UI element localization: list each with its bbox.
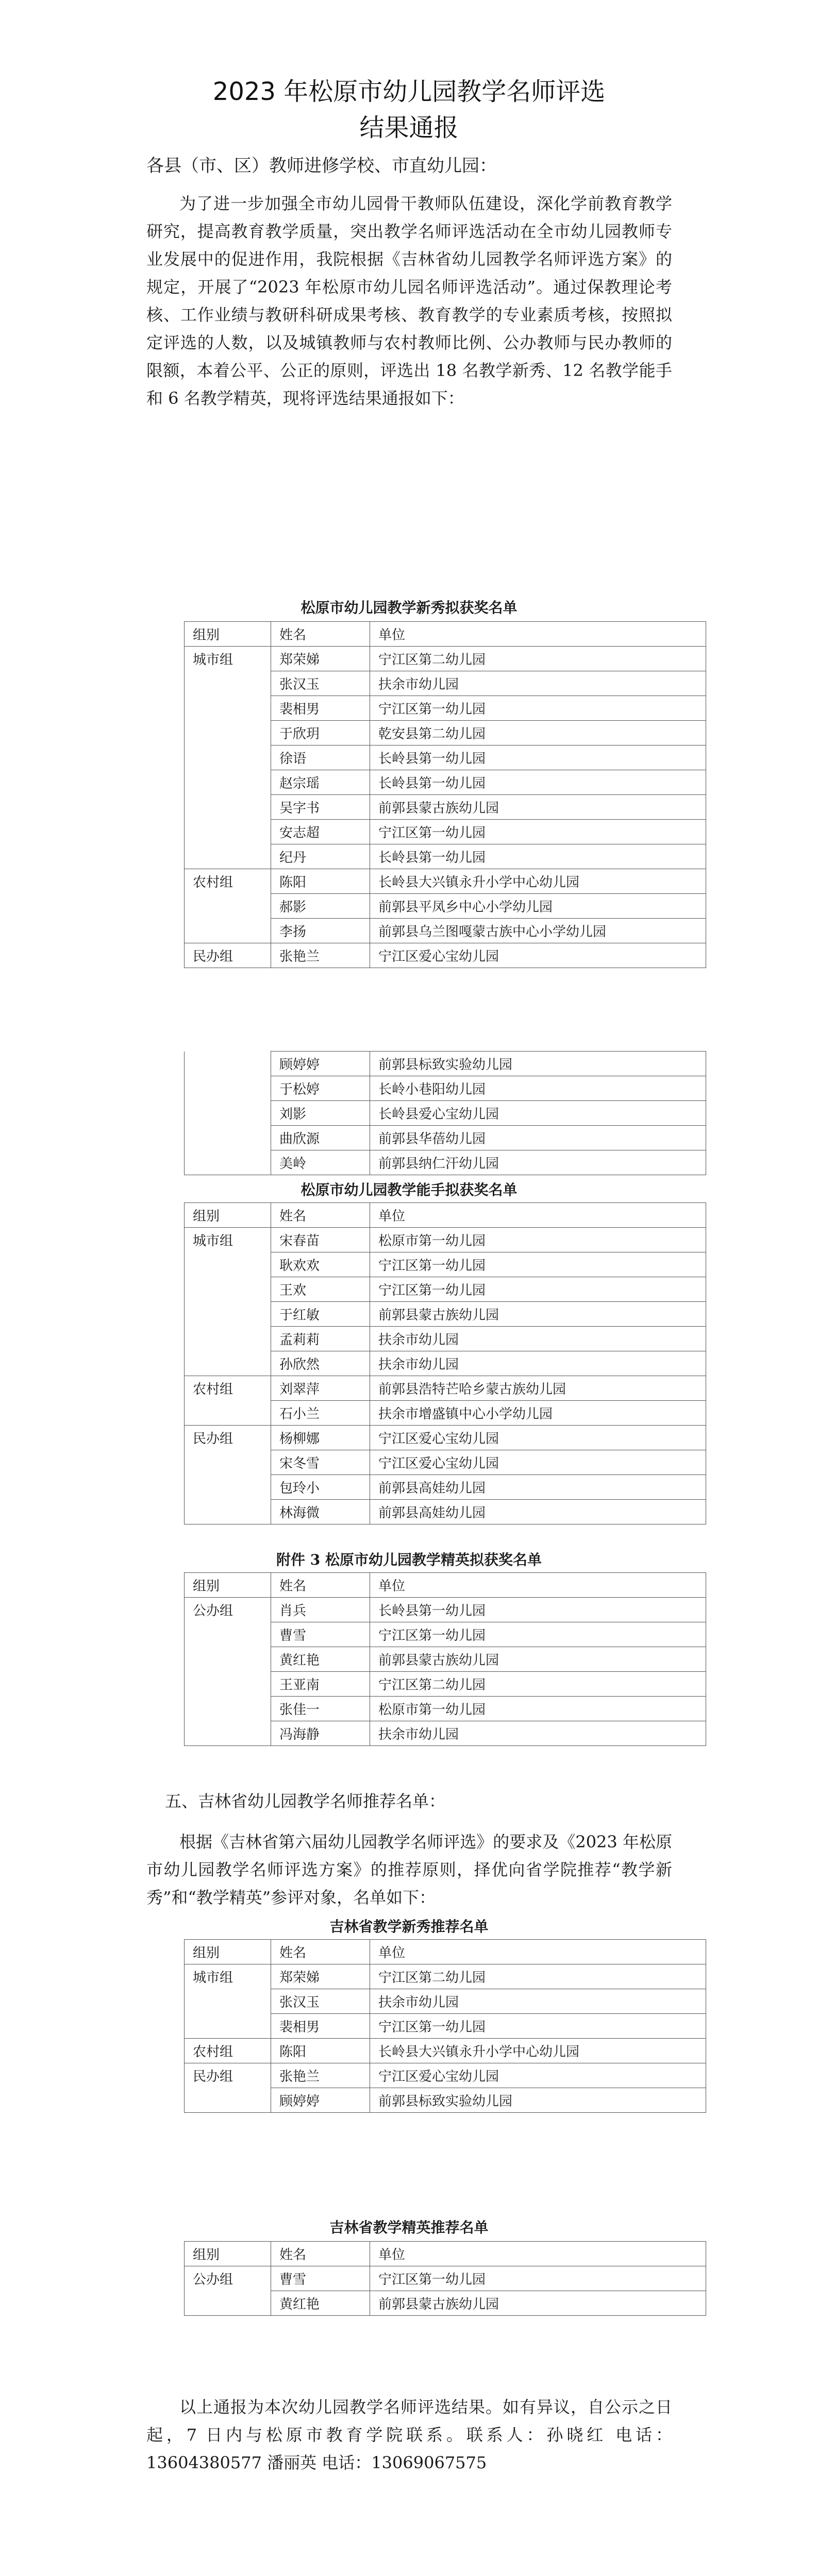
cell-name: 杨柳娜 — [271, 1426, 370, 1450]
table-row — [185, 1052, 706, 1076]
cell-group — [185, 820, 271, 844]
table-row — [185, 1721, 706, 1746]
table-row — [185, 1252, 706, 1277]
cell-group: 公办组 — [185, 2266, 271, 2291]
cell-unit: 前郭县高娃幼儿园 — [370, 1475, 706, 1500]
cell-name: 张艳兰 — [271, 2063, 370, 2088]
cell-name: 于红敏 — [271, 1302, 370, 1327]
cell-group — [185, 2014, 271, 2039]
header-name: 姓名 — [271, 1940, 370, 1964]
header-group: 组别 — [185, 1940, 271, 1964]
cell-unit: 长岭小巷阳幼儿园 — [370, 1076, 706, 1101]
table-row — [185, 647, 706, 671]
table-row — [185, 1228, 706, 1252]
cell-group — [185, 721, 271, 745]
header-group: 组别 — [185, 2242, 271, 2266]
cell-group: 民办组 — [185, 943, 271, 968]
table-row — [185, 844, 706, 869]
table-row — [185, 820, 706, 844]
table-row — [185, 1076, 706, 1101]
cell-name: 裴相男 — [271, 2014, 370, 2039]
cell-unit: 前郭县蒙古族幼儿园 — [370, 1302, 706, 1327]
cell-group: 城市组 — [185, 647, 271, 671]
cell-name: 王亚南 — [271, 1672, 370, 1697]
cell-name: 刘影 — [271, 1101, 370, 1126]
table-header-row — [185, 2242, 706, 2266]
cell-unit: 扶余市幼儿园 — [370, 1989, 706, 2014]
cell-unit: 宁江区第二幼儿园 — [370, 647, 706, 671]
header-unit: 单位 — [370, 622, 706, 647]
table-row — [185, 1302, 706, 1327]
table-row — [185, 795, 706, 820]
header-group: 组别 — [185, 622, 271, 647]
cell-name: 安志超 — [271, 820, 370, 844]
table-row — [185, 1101, 706, 1126]
cell-unit: 前郭县乌兰图嘎蒙古族中心小学幼儿园 — [370, 919, 706, 943]
table-row — [185, 1450, 706, 1475]
cell-group: 农村组 — [185, 869, 271, 894]
table-row — [185, 1964, 706, 1989]
cell-name: 包玲小 — [271, 1475, 370, 1500]
cell-name: 曹雪 — [271, 1622, 370, 1647]
cell-name: 美岭 — [271, 1150, 370, 1175]
cell-group: 民办组 — [185, 1426, 271, 1450]
cell-group — [185, 795, 271, 820]
section-5-heading: 五、吉林省幼儿园教学名师推荐名单： — [165, 1791, 446, 1811]
header-name: 姓名 — [271, 1203, 370, 1228]
rookie-award-table — [184, 621, 706, 968]
cell-unit: 宁江区第一幼儿园 — [370, 1622, 706, 1647]
table-row — [185, 1598, 706, 1622]
cell-unit: 扶余市幼儿园 — [370, 1351, 706, 1376]
header-unit: 单位 — [370, 1573, 706, 1598]
document-title: 2023 年松原市幼儿园教学名师评选 — [212, 77, 606, 106]
cell-name: 李扬 — [271, 919, 370, 943]
table-caption-province-rookie: 吉林省教学新秀推荐名单 — [329, 1918, 489, 1935]
table-row — [185, 1376, 706, 1401]
cell-group — [185, 671, 271, 696]
cell-group — [185, 2088, 271, 2113]
cell-unit: 宁江区第二幼儿园 — [370, 1964, 706, 1989]
cell-name: 顾婷婷 — [271, 1052, 370, 1076]
cell-name: 石小兰 — [271, 1401, 370, 1426]
cell-unit: 松原市第一幼儿园 — [370, 1228, 706, 1252]
cell-group: 民办组 — [185, 2063, 271, 2088]
header-unit: 单位 — [370, 1940, 706, 1964]
table-row — [185, 1150, 706, 1175]
table-row — [185, 1989, 706, 2014]
header-unit: 单位 — [370, 1203, 706, 1228]
cell-name: 顾婷婷 — [271, 2088, 370, 2113]
cell-name: 张汉玉 — [271, 671, 370, 696]
cell-name: 孟莉莉 — [271, 1327, 370, 1351]
table-row — [185, 671, 706, 696]
cell-unit: 宁江区爱心宝幼儿园 — [370, 1450, 706, 1475]
intro-paragraph: 为了进一步加强全市幼儿园骨干教师队伍建设，深化学前教育教学研究，提高教育教学质量，突出教学名师评选活动在全市幼儿园教师专业发展中的促进作用，我院根据《吉林省幼儿园教学名师评选方案》的规定，开展了“2023 年松原市幼儿园名师评选活动”。通过保教理论考核、工作业绩与教研科研成果考核、教育教学的专业素质考核，按照拟定评选的人数，以及城镇教师与农村教师比例、公办教师与民办教师的限额，本着公平、公正的原则，评选出 18 名教学新秀、12 名教学能手和 6 名教学精英，现将评选结果通报如下： — [146, 194, 672, 408]
cell-group — [185, 1076, 271, 1101]
cell-group — [185, 1697, 271, 1721]
cell-unit: 宁江区爱心宝幼儿园 — [370, 1426, 706, 1450]
table-caption-rookie: 松原市幼儿园教学新秀拟获奖名单 — [301, 599, 517, 616]
cell-group: 城市组 — [185, 1964, 271, 1989]
table-caption-expert: 松原市幼儿园教学能手拟获奖名单 — [301, 1181, 517, 1198]
header-name: 姓名 — [271, 1573, 370, 1598]
cell-group — [185, 1721, 271, 1746]
cell-unit: 长岭县第一幼儿园 — [370, 844, 706, 869]
cell-name: 王欢 — [271, 1277, 370, 1302]
table-row — [185, 2266, 706, 2291]
cell-name: 张艳兰 — [271, 943, 370, 968]
table-row — [185, 919, 706, 943]
cell-group — [185, 894, 271, 919]
cell-group — [185, 1252, 271, 1277]
cell-name: 刘翠萍 — [271, 1376, 370, 1401]
cell-name: 徐语 — [271, 745, 370, 770]
cell-name: 于松婷 — [271, 1076, 370, 1101]
table-row — [185, 696, 706, 721]
cell-unit: 前郭县蒙古族幼儿园 — [370, 1647, 706, 1672]
cell-group — [185, 1277, 271, 1302]
cell-name: 裴相男 — [271, 696, 370, 721]
cell-group — [185, 844, 271, 869]
cell-unit: 宁江区第一幼儿园 — [370, 2266, 706, 2291]
cell-unit: 松原市第一幼儿园 — [370, 1697, 706, 1721]
cell-name: 肖兵 — [271, 1598, 370, 1622]
cell-group — [185, 1351, 271, 1376]
cell-unit: 宁江区第一幼儿园 — [370, 1252, 706, 1277]
header-name: 姓名 — [271, 622, 370, 647]
cell-name: 郑荣娣 — [271, 1964, 370, 1989]
cell-group — [185, 745, 271, 770]
cell-unit: 前郭县蒙古族幼儿园 — [370, 2291, 706, 2316]
province-elite-table — [184, 2241, 706, 2316]
table-caption-elite: 附件 3 松原市幼儿园教学精英拟获奖名单 — [276, 1551, 542, 1568]
document-subtitle: 结果通报 — [359, 113, 459, 142]
table-row — [185, 2291, 706, 2316]
cell-unit: 扶余市幼儿园 — [370, 1327, 706, 1351]
cell-unit: 宁江区第一幼儿园 — [370, 2014, 706, 2039]
cell-unit: 前郭县蒙古族幼儿园 — [370, 795, 706, 820]
cell-name: 冯海静 — [271, 1721, 370, 1746]
cell-group: 农村组 — [185, 2039, 271, 2063]
cell-unit: 长岭县第一幼儿园 — [370, 770, 706, 795]
cell-unit: 前郭县标致实验幼儿园 — [370, 1052, 706, 1076]
cell-group — [185, 1622, 271, 1647]
table-header-row — [185, 622, 706, 647]
cell-group — [185, 1672, 271, 1697]
cell-group — [185, 1327, 271, 1351]
table-row — [185, 2088, 706, 2113]
table-row — [185, 943, 706, 968]
expert-award-table — [184, 1202, 706, 1524]
cell-name: 郑荣娣 — [271, 647, 370, 671]
cell-unit: 前郭县平凤乡中心小学幼儿园 — [370, 894, 706, 919]
cell-group — [185, 919, 271, 943]
cell-name: 宋冬雪 — [271, 1450, 370, 1475]
cell-group: 农村组 — [185, 1376, 271, 1401]
elite-award-table — [184, 1572, 706, 1746]
cell-group — [185, 1101, 271, 1126]
table-row — [185, 1647, 706, 1672]
cell-unit: 前郭县高娃幼儿园 — [370, 1500, 706, 1524]
cell-name: 曹雪 — [271, 2266, 370, 2291]
cell-group — [185, 1647, 271, 1672]
cell-unit: 宁江区第一幼儿园 — [370, 1277, 706, 1302]
table-row — [185, 1351, 706, 1376]
cell-group — [185, 696, 271, 721]
cell-name: 黄红艳 — [271, 2291, 370, 2316]
cell-name: 陈阳 — [271, 869, 370, 894]
table-row — [185, 1475, 706, 1500]
cell-unit: 前郭县华蓓幼儿园 — [370, 1126, 706, 1150]
header-group: 组别 — [185, 1573, 271, 1598]
cell-group — [185, 2291, 271, 2316]
cell-name: 张汉玉 — [271, 1989, 370, 2014]
table-row — [185, 894, 706, 919]
cell-name: 吴字书 — [271, 795, 370, 820]
cell-group — [185, 770, 271, 795]
cell-unit: 长岭县第一幼儿园 — [370, 1598, 706, 1622]
table-row — [185, 770, 706, 795]
cell-unit: 宁江区第一幼儿园 — [370, 696, 706, 721]
rookie-award-table-continued — [184, 1051, 706, 1175]
cell-group — [185, 1401, 271, 1426]
cell-unit: 扶余市幼儿园 — [370, 671, 706, 696]
table-row — [185, 1126, 706, 1150]
table-row — [185, 2063, 706, 2088]
table-header-row — [185, 1573, 706, 1598]
table-row — [185, 869, 706, 894]
cell-name: 孙欣然 — [271, 1351, 370, 1376]
cell-group: 公办组 — [185, 1598, 271, 1622]
cell-name: 宋春苗 — [271, 1228, 370, 1252]
closing-paragraph: 以上通报为本次幼儿园教学名师评选结果。如有异议，自公示之日起，7 日内与松原市教育学院联系。联系人：孙晓红 电话：13604380577 潘丽英 电话：13069067575 — [146, 2397, 672, 2472]
header-name: 姓名 — [271, 2242, 370, 2266]
section-5-paragraph: 根据《吉林省第六届幼儿园教学名师评选》的要求及《2023 年松原市幼儿园教学名师评选方案》的推荐原则，择优向省学院推荐“教学新秀”和“教学精英”参评对象，名单如下： — [146, 1832, 672, 1907]
cell-unit: 长岭县大兴镇永升小学中心幼儿园 — [370, 869, 706, 894]
cell-unit: 扶余市幼儿园 — [370, 1721, 706, 1746]
table-row — [185, 745, 706, 770]
cell-group — [185, 1989, 271, 2014]
table-row — [185, 1672, 706, 1697]
cell-group: 城市组 — [185, 1228, 271, 1252]
cell-unit: 宁江区爱心宝幼儿园 — [370, 2063, 706, 2088]
table-row — [185, 2039, 706, 2063]
cell-unit: 长岭县大兴镇永升小学中心幼儿园 — [370, 2039, 706, 2063]
cell-unit: 宁江区第一幼儿园 — [370, 820, 706, 844]
table-row — [185, 1401, 706, 1426]
table-row — [185, 1500, 706, 1524]
cell-group — [185, 1302, 271, 1327]
table-row — [185, 1277, 706, 1302]
cell-group — [185, 1500, 271, 1524]
header-unit: 单位 — [370, 2242, 706, 2266]
cell-unit: 长岭县爱心宝幼儿园 — [370, 1101, 706, 1126]
cell-name: 黄红艳 — [271, 1647, 370, 1672]
cell-group — [185, 1450, 271, 1475]
cell-unit: 乾安县第二幼儿园 — [370, 721, 706, 745]
cell-group — [185, 1126, 271, 1150]
cell-name: 郝影 — [271, 894, 370, 919]
cell-name: 张佳一 — [271, 1697, 370, 1721]
table-row — [185, 1697, 706, 1721]
cell-group — [185, 1475, 271, 1500]
cell-name: 陈阳 — [271, 2039, 370, 2063]
cell-unit: 前郭县纳仁汗幼儿园 — [370, 1150, 706, 1175]
cell-name: 赵宗瑶 — [271, 770, 370, 795]
cell-unit: 前郭县浩特芒哈乡蒙古族幼儿园 — [370, 1376, 706, 1401]
cell-unit: 宁江区爱心宝幼儿园 — [370, 943, 706, 968]
table-row — [185, 1327, 706, 1351]
province-rookie-table — [184, 1939, 706, 2113]
table-caption-province-elite: 吉林省教学精英推荐名单 — [329, 2219, 489, 2236]
cell-name: 曲欣源 — [271, 1126, 370, 1150]
cell-unit: 长岭县第一幼儿园 — [370, 745, 706, 770]
header-group: 组别 — [185, 1203, 271, 1228]
table-row — [185, 1426, 706, 1450]
cell-name: 耿欢欢 — [271, 1252, 370, 1277]
table-header-row — [185, 1940, 706, 1964]
cell-name: 林海微 — [271, 1500, 370, 1524]
cell-unit: 扶余市增盛镇中心小学幼儿园 — [370, 1401, 706, 1426]
table-row — [185, 1622, 706, 1647]
cell-group — [185, 1052, 271, 1076]
table-header-row — [185, 1203, 706, 1228]
salutation: 各县（市、区）教师进修学校、市直幼儿园： — [146, 156, 497, 176]
table-row — [185, 2014, 706, 2039]
cell-group — [185, 1150, 271, 1175]
cell-unit: 宁江区第二幼儿园 — [370, 1672, 706, 1697]
cell-name: 于欣玥 — [271, 721, 370, 745]
cell-unit: 前郭县标致实验幼儿园 — [370, 2088, 706, 2113]
table-row — [185, 721, 706, 745]
cell-name: 纪丹 — [271, 844, 370, 869]
